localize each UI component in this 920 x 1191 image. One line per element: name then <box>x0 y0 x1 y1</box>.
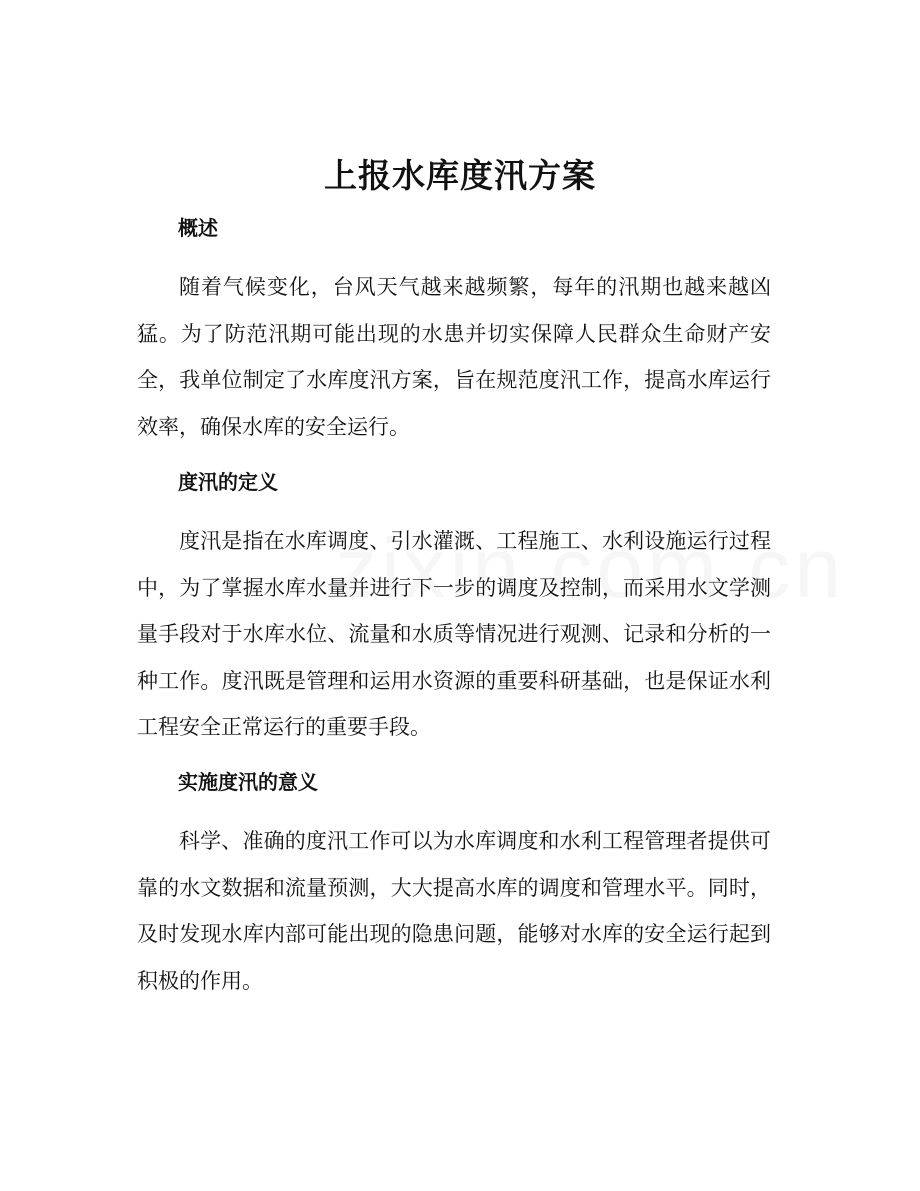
section-heading-definition: 度汛的定义 <box>178 470 278 494</box>
section-heading-overview: 概述 <box>178 216 218 240</box>
section-paragraph-definition: 度汛是指在水库调度、引水灌溉、工程施工、水利设施运行过程中，为了掌握水库水量并进行下一步的调度及控制，而采用水文学测量手段对于水库水位、流量和水质等情况进行观测、记录和分析的一种工作。度汛既是管理和运用水资源的重要科研基础，也是保证水利工程安全正常运行的重要手段。 <box>137 529 771 739</box>
section-paragraph-significance: 科学、准确的度汛工作可以为水库调度和水利工程管理者提供可靠的水文数据和流量预测，大大提高水库的调度和管理水平。同时，及时发现水库内部可能出现的隐患问题，能够对水库的安全运行起到积极的作用。 <box>137 829 771 993</box>
document-title: 上报水库度汛方案 <box>324 156 596 195</box>
section-paragraph-overview: 随着气候变化，台风天气越来越频繁，每年的汛期也越来越凶猛。为了防范汛期可能出现的水患并切实保障人民群众生命财产安全，我单位制定了水库度汛方案，旨在规范度汛工作，提高水库运行效率，确保水库的安全运行。 <box>137 275 771 439</box>
section-heading-significance: 实施度汛的意义 <box>178 770 318 794</box>
